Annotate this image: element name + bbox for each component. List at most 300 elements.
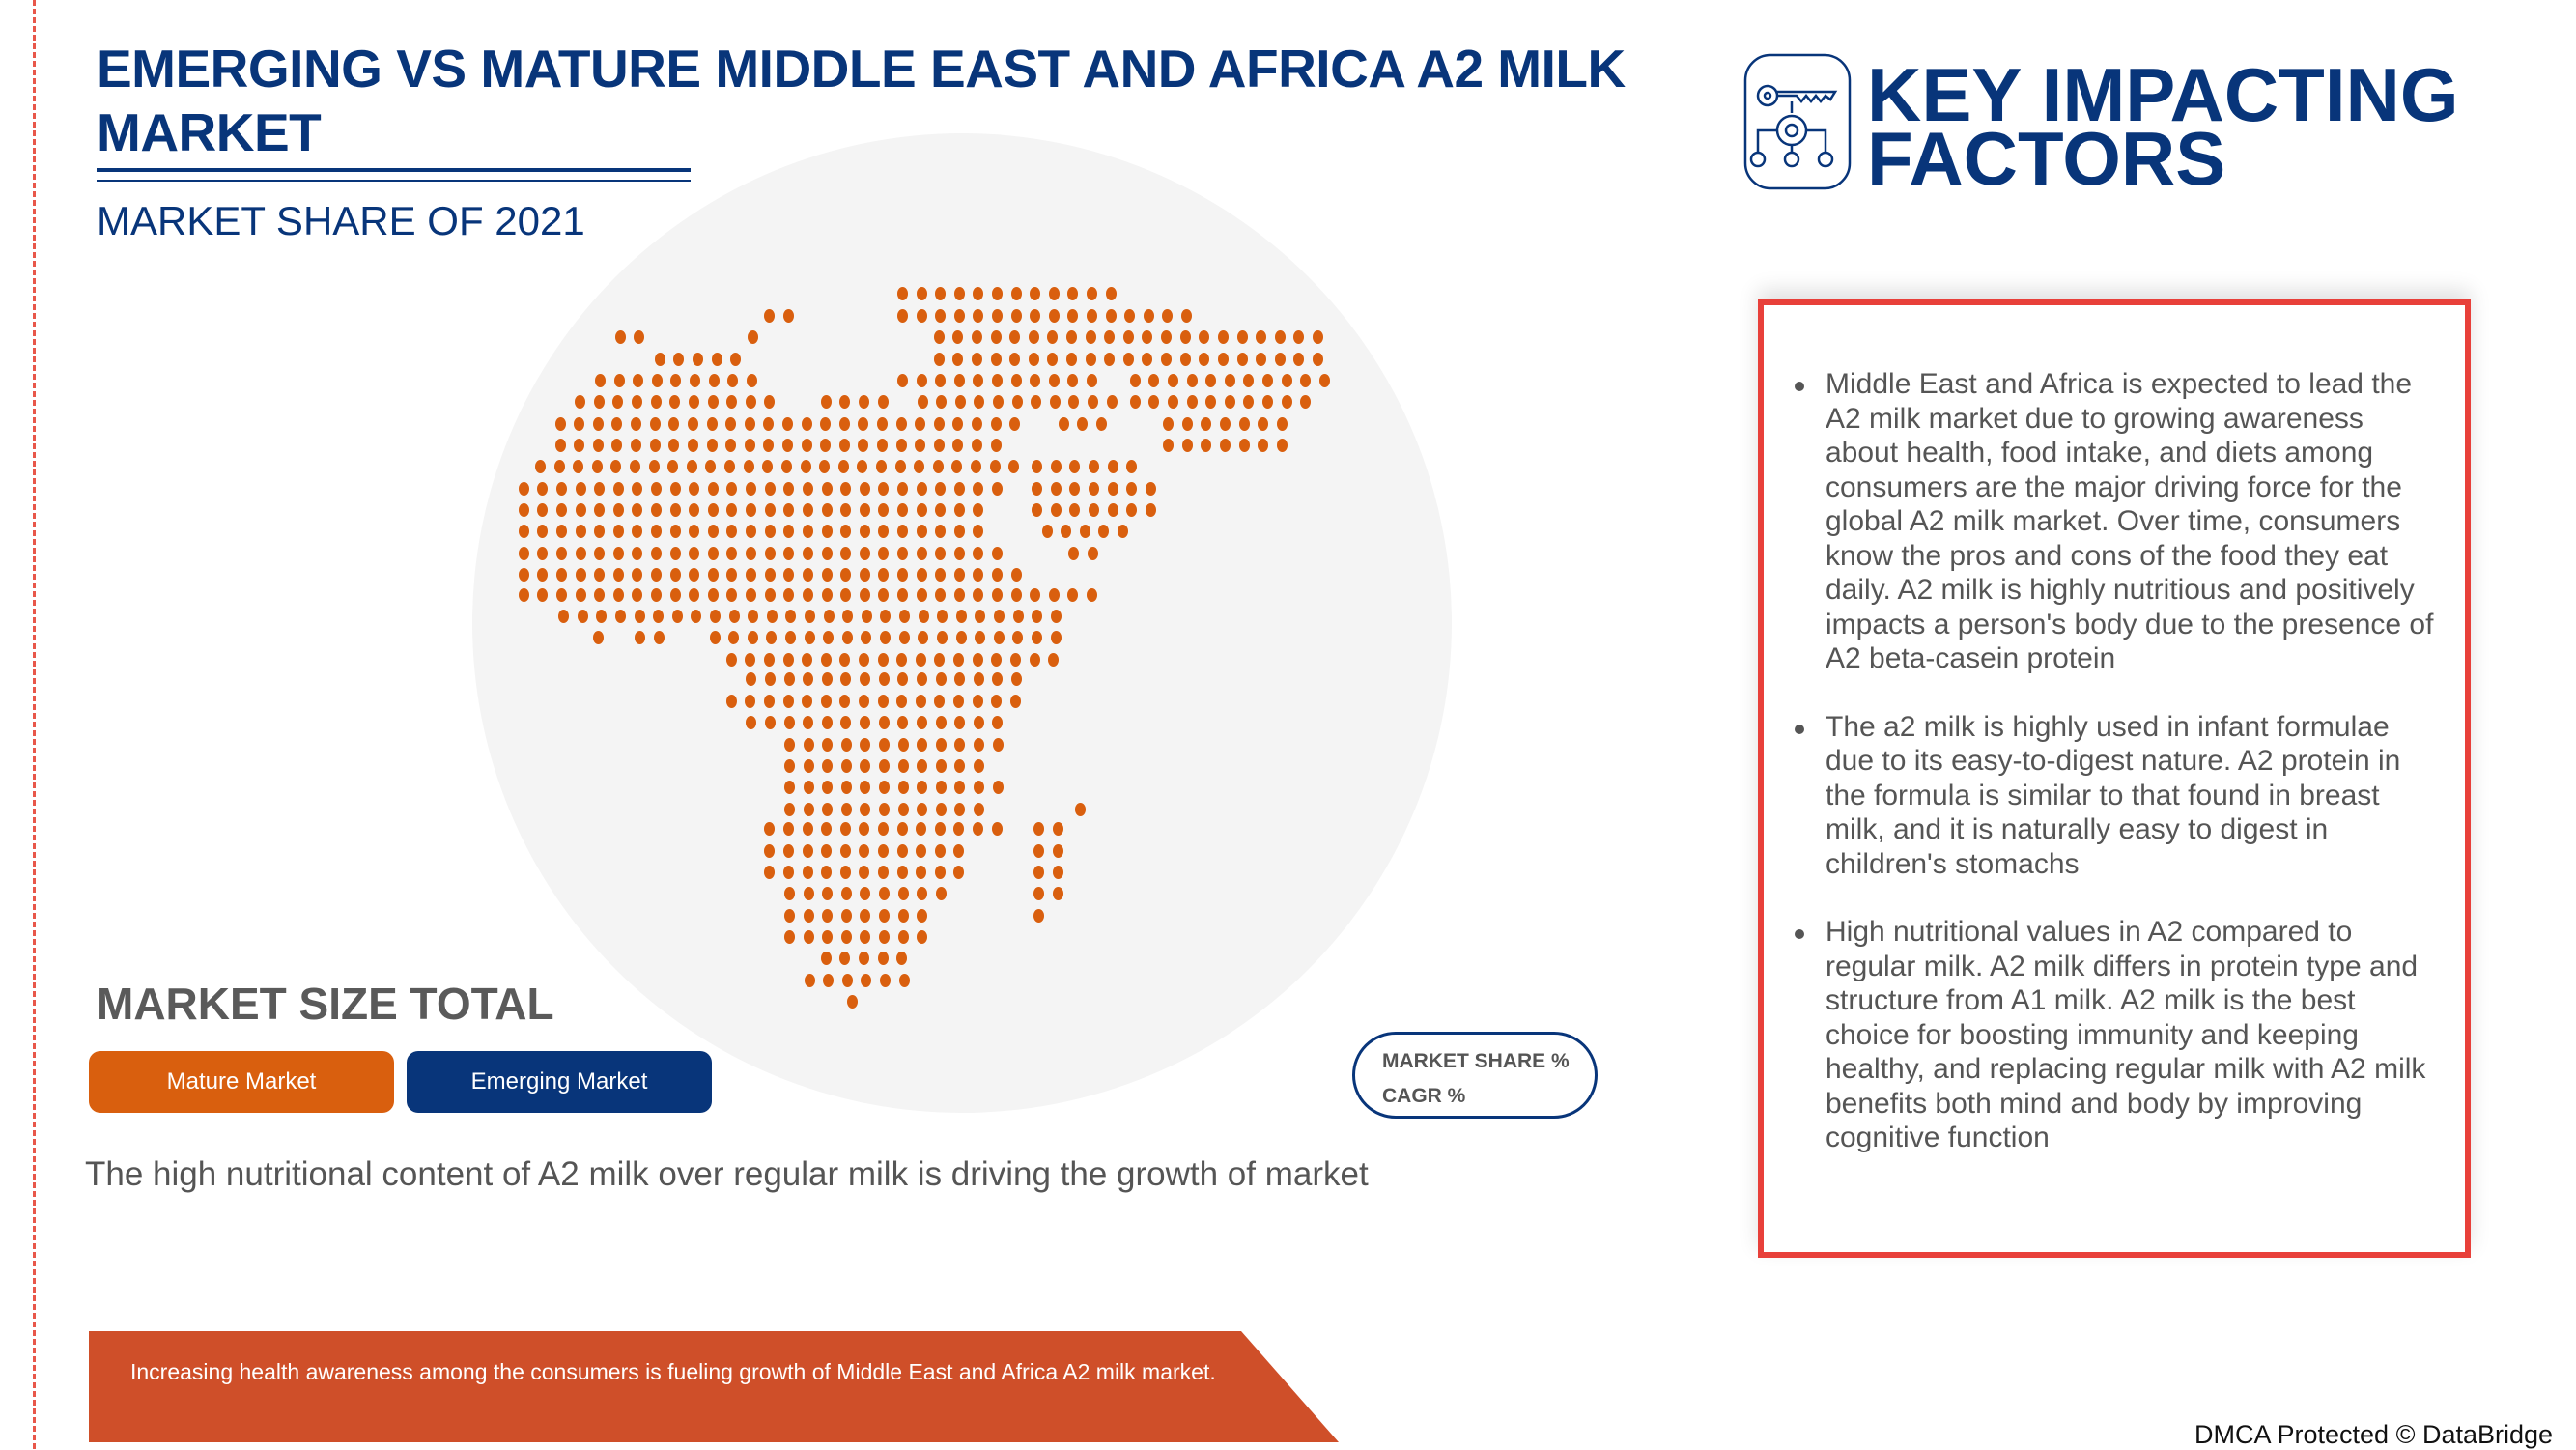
map-dot xyxy=(823,974,834,987)
map-dot xyxy=(992,568,1003,582)
map-dot xyxy=(784,930,795,944)
map-dot xyxy=(1051,610,1062,623)
map-dot xyxy=(992,482,1003,496)
map-dot xyxy=(878,653,889,667)
map-dot xyxy=(712,353,722,366)
map-dot xyxy=(973,653,983,667)
map-dot xyxy=(635,610,645,623)
map-dot xyxy=(783,866,794,879)
map-dot xyxy=(1123,330,1134,344)
map-dot xyxy=(972,353,982,366)
map-dot xyxy=(726,653,737,667)
map-dot xyxy=(784,759,795,773)
map-dot xyxy=(956,631,967,644)
map-dot xyxy=(556,547,567,560)
factor-item: Middle East and Africa is expected to lead the A2 milk market due to growing awareness about health, food intake, and diets among consumers are the major driving force for the global A2 milk market. Over time, consumers know the pros and cons of the food they eat daily. A2 milk is highly nutritious and positively impacts a person's body due to the presence of A2 beta-casein protein xyxy=(1789,367,2436,676)
map-dot xyxy=(1220,417,1231,431)
map-dot xyxy=(519,503,529,517)
map-dot xyxy=(746,482,756,496)
map-dot xyxy=(592,460,603,473)
map-dot xyxy=(783,844,794,858)
map-dot xyxy=(765,588,776,602)
map-dot xyxy=(991,330,1002,344)
map-dot xyxy=(1218,353,1229,366)
map-dot xyxy=(1225,395,1235,409)
map-dot xyxy=(878,844,889,858)
map-dot xyxy=(650,417,661,431)
map-dot xyxy=(1011,309,1022,323)
map-dot xyxy=(556,503,567,517)
map-dot xyxy=(613,588,624,602)
map-dot xyxy=(1130,395,1141,409)
map-dot xyxy=(917,738,927,752)
map-dot xyxy=(1146,482,1156,496)
map-dot xyxy=(991,417,1002,431)
tagline: The high nutritional content of A2 milk over regular milk is driving the growth of market xyxy=(85,1155,1369,1193)
map-dot xyxy=(916,653,926,667)
map-dot xyxy=(1009,417,1020,431)
map-dot xyxy=(708,503,719,517)
map-dot xyxy=(576,568,586,582)
map-dot xyxy=(651,503,662,517)
map-dot xyxy=(917,588,927,602)
map-dot xyxy=(1088,547,1098,560)
map-dot xyxy=(860,482,870,496)
map-dot xyxy=(917,287,927,300)
map-dot xyxy=(1256,353,1266,366)
map-dot xyxy=(688,439,698,452)
map-dot xyxy=(1126,482,1137,496)
map-dot xyxy=(555,417,566,431)
map-dot xyxy=(1051,482,1062,496)
map-dot xyxy=(840,588,851,602)
map-dot xyxy=(934,439,945,452)
map-dot xyxy=(859,695,869,708)
map-dot xyxy=(1258,417,1268,431)
map-dot xyxy=(1051,503,1062,517)
map-dot xyxy=(803,866,813,879)
map-dot xyxy=(1011,287,1022,300)
map-dot xyxy=(555,439,566,452)
map-dot xyxy=(821,695,832,708)
map-dot xyxy=(689,547,699,560)
map-dot xyxy=(820,417,831,431)
map-dot xyxy=(1051,631,1062,644)
map-dot xyxy=(556,482,567,496)
key-gear-network-icon xyxy=(1743,53,1852,190)
map-dot xyxy=(917,909,927,923)
map-dot xyxy=(803,822,813,836)
map-dot xyxy=(707,439,718,452)
map-dot xyxy=(880,974,891,987)
map-dot xyxy=(746,395,756,409)
map-dot xyxy=(805,631,815,644)
map-dot xyxy=(821,395,832,409)
map-dot xyxy=(1180,353,1191,366)
map-dot xyxy=(1313,353,1323,366)
map-dot xyxy=(764,695,775,708)
key-factors-title-line1: KEY IMPACTING xyxy=(1867,52,2459,137)
map-dot xyxy=(897,844,908,858)
map-dot xyxy=(670,547,681,560)
map-dot xyxy=(935,844,946,858)
map-dot xyxy=(783,482,794,496)
map-dot xyxy=(613,568,624,582)
map-dot xyxy=(576,547,586,560)
map-dot xyxy=(879,909,890,923)
map-dot xyxy=(804,803,814,816)
map-dot xyxy=(917,374,927,387)
map-dot xyxy=(1107,395,1118,409)
map-dot xyxy=(935,374,946,387)
map-dot xyxy=(764,653,775,667)
map-dot xyxy=(615,330,626,344)
map-dot xyxy=(784,803,795,816)
map-dot xyxy=(935,482,946,496)
map-dot xyxy=(651,547,662,560)
map-dot xyxy=(936,781,947,794)
key-factors-title-line2: FACTORS xyxy=(1867,116,2226,201)
map-dot xyxy=(956,610,967,623)
map-dot xyxy=(578,610,588,623)
key-factors-title xyxy=(1867,52,2459,201)
map-dot xyxy=(804,930,814,944)
map-dot xyxy=(821,653,832,667)
map-dot xyxy=(594,547,605,560)
map-dot xyxy=(860,588,870,602)
map-dot xyxy=(822,909,833,923)
map-dot xyxy=(1086,330,1096,344)
map-dot xyxy=(1087,588,1097,602)
dashed-divider xyxy=(33,0,36,1449)
map-dot xyxy=(1086,353,1096,366)
map-dot xyxy=(631,417,641,431)
map-dot xyxy=(1262,374,1273,387)
map-dot xyxy=(1282,374,1292,387)
map-dot xyxy=(1275,330,1286,344)
map-dot xyxy=(1030,588,1040,602)
map-dot xyxy=(708,588,719,602)
map-dot xyxy=(974,759,984,773)
map-dot xyxy=(992,822,1003,836)
map-dot xyxy=(1218,330,1229,344)
map-dot xyxy=(860,503,870,517)
map-dot xyxy=(821,844,832,858)
map-dot xyxy=(1009,353,1020,366)
map-dot xyxy=(895,460,906,473)
map-dot xyxy=(897,822,908,836)
map-dot xyxy=(708,568,719,582)
map-dot xyxy=(710,610,721,623)
map-dot xyxy=(767,610,778,623)
map-dot xyxy=(877,439,888,452)
map-dot xyxy=(1201,417,1211,431)
map-dot xyxy=(651,588,662,602)
map-dot xyxy=(1075,803,1086,816)
map-dot xyxy=(1108,482,1118,496)
map-dot xyxy=(859,653,869,667)
map-dot xyxy=(842,974,853,987)
emerging-market-button[interactable]: Emerging Market xyxy=(407,1051,712,1113)
map-dot xyxy=(841,909,852,923)
map-dot xyxy=(954,503,965,517)
map-dot xyxy=(897,374,908,387)
map-dot xyxy=(954,309,965,323)
map-dot xyxy=(803,482,813,496)
map-dot xyxy=(803,588,813,602)
map-dot xyxy=(840,822,851,836)
map-dot xyxy=(860,568,870,582)
map-dot xyxy=(822,716,833,729)
map-dot xyxy=(897,568,908,582)
map-dot xyxy=(784,716,795,729)
market-size-heading: MARKET SIZE TOTAL xyxy=(97,979,554,1029)
map-dot xyxy=(746,588,756,602)
map-dot xyxy=(708,395,719,409)
map-dot xyxy=(919,610,929,623)
map-dot xyxy=(594,482,605,496)
map-dot xyxy=(972,439,982,452)
map-dot xyxy=(917,547,927,560)
map-dot xyxy=(838,460,849,473)
map-dot xyxy=(934,330,945,344)
map-dot xyxy=(1163,417,1174,431)
key-factors-list xyxy=(1789,367,2436,1189)
map-dot xyxy=(917,568,927,582)
map-dot xyxy=(917,716,927,729)
map-dot xyxy=(804,909,814,923)
map-dot xyxy=(651,482,662,496)
map-dot xyxy=(1130,374,1141,387)
map-dot xyxy=(1013,610,1024,623)
map-dot xyxy=(1123,353,1134,366)
map-dot xyxy=(803,547,813,560)
map-dot xyxy=(1066,353,1077,366)
map-dot xyxy=(1182,439,1193,452)
map-dot xyxy=(576,503,586,517)
map-dot xyxy=(822,803,833,816)
map-dot xyxy=(953,695,964,708)
map-dot xyxy=(953,653,964,667)
map-dot xyxy=(576,588,586,602)
map-dot xyxy=(1011,588,1022,602)
map-dot xyxy=(1104,353,1115,366)
map-dot xyxy=(993,781,1004,794)
map-dot xyxy=(576,525,586,538)
map-dot xyxy=(897,482,908,496)
map-dot xyxy=(594,588,605,602)
map-dot xyxy=(745,417,755,431)
legend-pill xyxy=(1352,1032,1598,1119)
banner-text: Increasing health awareness among the consumers is fueling growth of Middle East and Africa A2 milk market. xyxy=(130,1359,1216,1384)
map-dot xyxy=(824,610,835,623)
map-dot xyxy=(593,439,604,452)
map-dot xyxy=(898,759,909,773)
map-dot xyxy=(1089,482,1099,496)
map-dot xyxy=(935,588,946,602)
map-dot xyxy=(554,460,565,473)
map-dot xyxy=(1237,353,1248,366)
map-dot xyxy=(822,525,833,538)
map-dot xyxy=(725,439,736,452)
map-dot xyxy=(992,374,1003,387)
cagr-label: CAGR % xyxy=(1382,1085,1466,1107)
map-dot xyxy=(804,887,814,900)
map-dot xyxy=(726,695,737,708)
map-dot xyxy=(784,738,795,752)
map-dot xyxy=(594,395,605,409)
map-dot xyxy=(934,417,945,431)
map-dot xyxy=(1182,417,1193,431)
map-dot xyxy=(746,547,756,560)
map-dot xyxy=(690,374,700,387)
map-dot xyxy=(916,844,926,858)
map-dot xyxy=(860,525,870,538)
map-dot xyxy=(935,309,946,323)
map-dot xyxy=(896,417,907,431)
map-dot xyxy=(782,439,793,452)
map-dot xyxy=(670,503,681,517)
map-dot xyxy=(1239,417,1250,431)
map-dot xyxy=(805,610,815,623)
map-dot xyxy=(784,672,795,686)
map-dot xyxy=(898,909,909,923)
map-dot xyxy=(990,460,1001,473)
map-dot xyxy=(1319,374,1330,387)
map-dot xyxy=(878,952,889,965)
map-dot xyxy=(655,353,665,366)
map-dot xyxy=(934,353,945,366)
map-dot xyxy=(935,822,946,836)
map-dot xyxy=(992,588,1003,602)
map-dot xyxy=(1087,309,1097,323)
map-dot xyxy=(576,482,586,496)
map-dot xyxy=(670,588,681,602)
map-dot xyxy=(1033,866,1044,879)
map-dot xyxy=(744,460,754,473)
map-dot xyxy=(862,610,872,623)
map-dot xyxy=(879,672,890,686)
map-dot xyxy=(556,588,567,602)
map-dot xyxy=(897,588,908,602)
banner xyxy=(89,1331,1339,1442)
map-dot xyxy=(689,588,699,602)
map-dot xyxy=(803,568,813,582)
map-dot xyxy=(615,610,626,623)
map-dot xyxy=(915,417,925,431)
map-dot xyxy=(729,610,740,623)
map-dot xyxy=(954,588,965,602)
map-dot xyxy=(1053,844,1063,858)
map-dot xyxy=(1161,353,1172,366)
map-dot xyxy=(879,716,890,729)
map-dot xyxy=(841,803,852,816)
map-dot xyxy=(1049,588,1060,602)
map-dot xyxy=(1199,353,1209,366)
map-dot xyxy=(935,866,946,879)
map-dot xyxy=(954,568,965,582)
map-dot xyxy=(933,460,944,473)
map-dot xyxy=(916,695,926,708)
mature-market-button[interactable]: Mature Market xyxy=(89,1051,394,1113)
map-dot xyxy=(936,803,947,816)
page-title: EMERGING VS MATURE MIDDLE EAST AND AFRICA A2 MILK MARKET xyxy=(97,39,1626,162)
map-dot xyxy=(1033,909,1044,923)
map-dot xyxy=(974,738,984,752)
factor-item: The a2 milk is highly used in infant formulae due to its easy-to-digest nature. A2 protein in the formula is similar to that found in breast milk, and it is naturally easy to digest in children's stomachs xyxy=(1789,710,2436,882)
map-dot xyxy=(993,738,1004,752)
map-dot xyxy=(802,439,812,452)
map-dot xyxy=(898,781,909,794)
map-dot xyxy=(899,631,910,644)
map-dot xyxy=(1011,568,1022,582)
map-dot xyxy=(841,738,852,752)
map-dot xyxy=(898,930,909,944)
map-dot xyxy=(519,588,529,602)
map-dot xyxy=(897,503,908,517)
map-dot xyxy=(936,672,947,686)
map-dot xyxy=(801,460,811,473)
map-dot xyxy=(614,374,625,387)
map-dot xyxy=(1048,653,1059,667)
map-background-circle xyxy=(472,133,1452,1113)
map-dot xyxy=(727,374,738,387)
map-dot xyxy=(1030,309,1040,323)
map-dot xyxy=(1012,395,1023,409)
map-dot xyxy=(918,395,928,409)
map-dot xyxy=(765,547,776,560)
map-dot xyxy=(1277,439,1288,452)
map-dot xyxy=(765,568,776,582)
map-dot xyxy=(708,547,719,560)
map-dot xyxy=(1237,330,1248,344)
map-dot xyxy=(1108,460,1118,473)
map-dot xyxy=(519,568,529,582)
map-dot xyxy=(896,439,907,452)
map-dot xyxy=(1059,417,1069,431)
map-dot xyxy=(1282,395,1292,409)
map-dot xyxy=(763,417,774,431)
map-dot xyxy=(936,738,947,752)
map-dot xyxy=(709,374,720,387)
map-dot xyxy=(765,503,776,517)
map-dot xyxy=(992,309,1003,323)
map-dot xyxy=(936,716,947,729)
map-dot xyxy=(708,482,719,496)
map-dot xyxy=(1108,503,1118,517)
map-dot xyxy=(841,930,852,944)
map-dot xyxy=(840,482,851,496)
map-dot xyxy=(1277,417,1288,431)
map-dot xyxy=(765,482,776,496)
map-dot xyxy=(1053,866,1063,879)
map-dot xyxy=(955,395,966,409)
title-underline-thin xyxy=(97,180,691,182)
map-dot xyxy=(784,909,795,923)
map-dot xyxy=(822,547,833,560)
title-underline xyxy=(97,168,691,172)
map-dot xyxy=(595,374,606,387)
map-dot xyxy=(897,547,908,560)
map-dot xyxy=(822,503,833,517)
map-dot xyxy=(839,439,850,452)
map-dot xyxy=(803,844,813,858)
map-dot xyxy=(897,309,908,323)
map-dot xyxy=(1239,439,1250,452)
map-dot xyxy=(898,738,909,752)
map-dot xyxy=(613,503,624,517)
map-dot xyxy=(1225,374,1235,387)
